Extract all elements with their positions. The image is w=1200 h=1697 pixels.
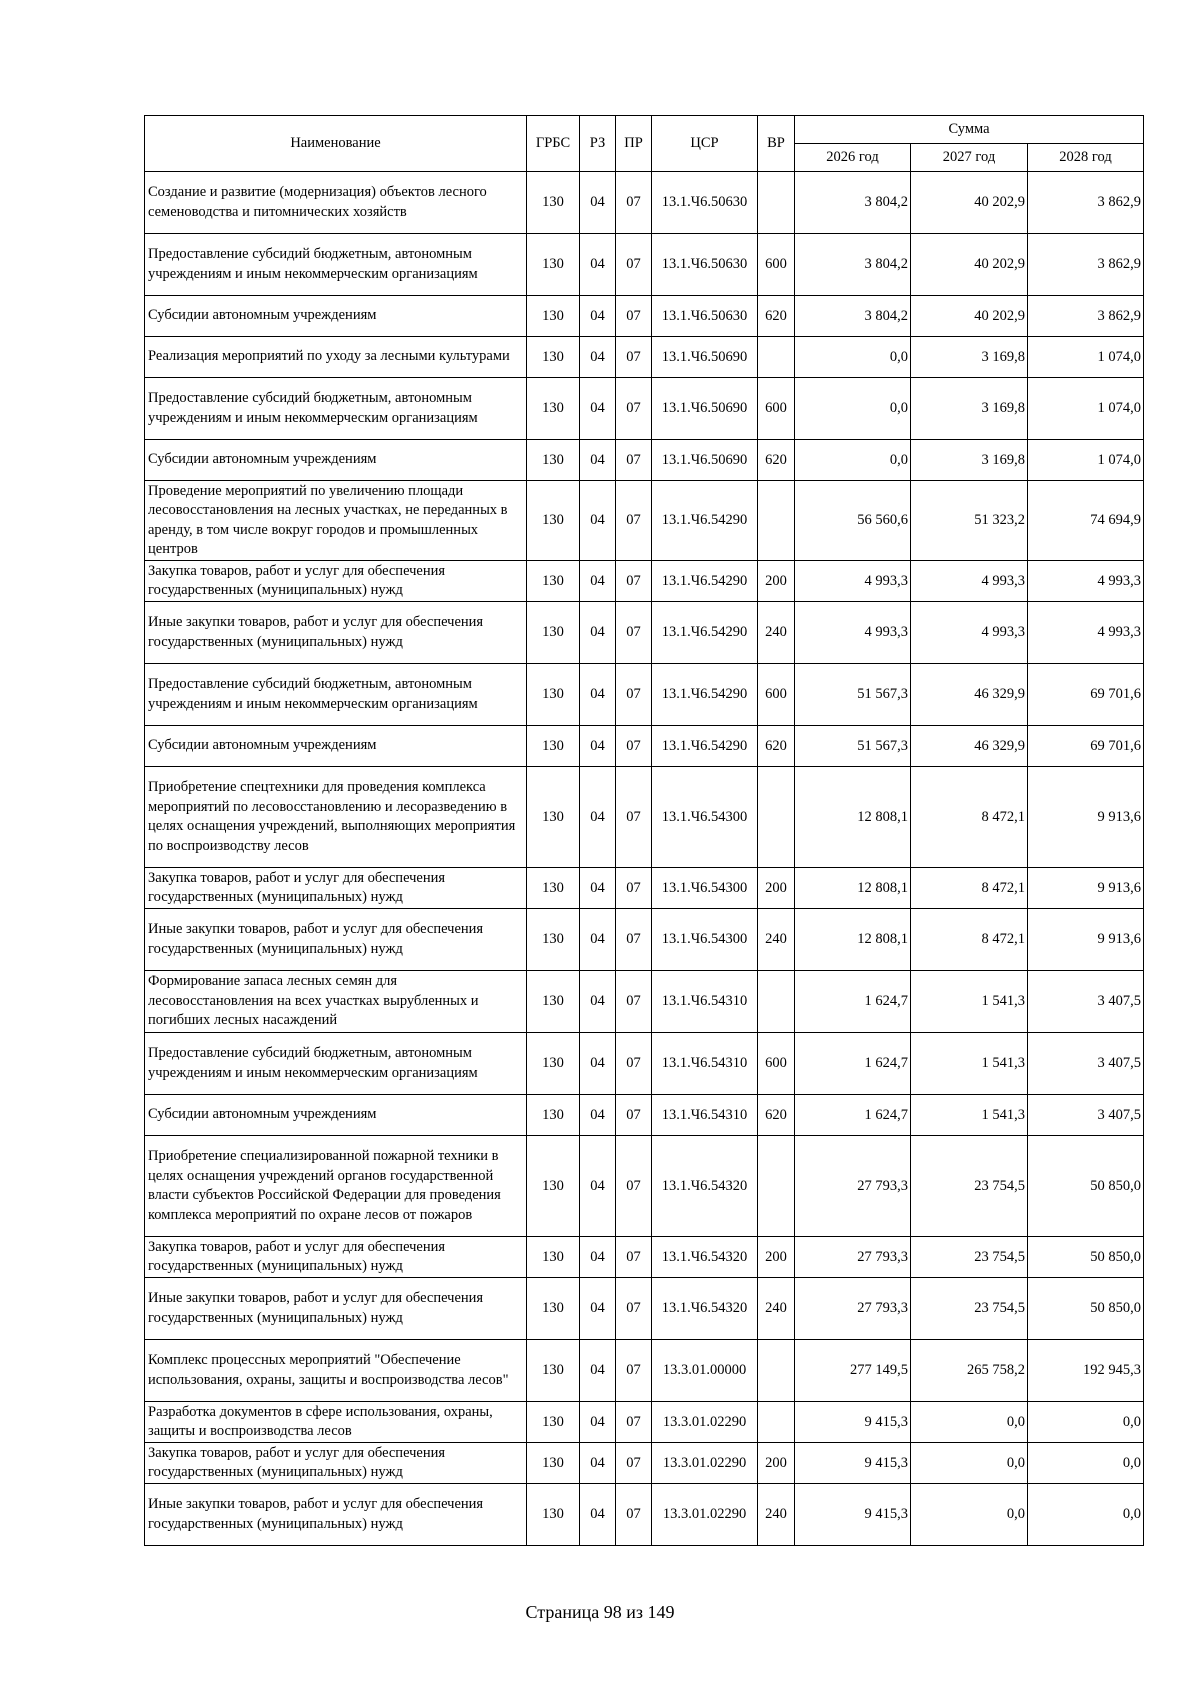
row-pr: 07 xyxy=(616,726,652,767)
table-row xyxy=(145,1443,1144,1484)
row-sum-2027: 3 169,8 xyxy=(911,378,1028,440)
row-grbs: 130 xyxy=(527,1136,580,1237)
row-sum-2028: 1 074,0 xyxy=(1028,440,1144,481)
table-row xyxy=(145,561,1144,602)
row-grbs: 130 xyxy=(527,1443,580,1484)
row-vr: 600 xyxy=(758,378,795,440)
header-csr: ЦСР xyxy=(652,116,758,172)
row-sum-2026: 3 804,2 xyxy=(795,296,911,337)
row-sum-2027: 8 472,1 xyxy=(911,868,1028,909)
row-grbs: 130 xyxy=(527,1340,580,1402)
row-sum-2026: 4 993,3 xyxy=(795,561,911,602)
row-vr: 240 xyxy=(758,602,795,664)
row-rz: 04 xyxy=(580,1033,616,1095)
row-sum-2026: 9 415,3 xyxy=(795,1402,911,1443)
table-row xyxy=(145,868,1144,909)
row-pr: 07 xyxy=(616,172,652,234)
row-pr: 07 xyxy=(616,767,652,868)
row-grbs: 130 xyxy=(527,296,580,337)
row-vr: 240 xyxy=(758,1484,795,1546)
row-name: Предоставление субсидий бюджетным, автономным учреждениям и иным некоммерческим организациям xyxy=(145,378,527,440)
row-pr: 07 xyxy=(616,378,652,440)
row-sum-2028: 50 850,0 xyxy=(1028,1278,1144,1340)
row-sum-2027: 265 758,2 xyxy=(911,1340,1028,1402)
row-rz: 04 xyxy=(580,378,616,440)
row-sum-2027: 4 993,3 xyxy=(911,561,1028,602)
row-sum-2028: 74 694,9 xyxy=(1028,481,1144,561)
row-name: Предоставление субсидий бюджетным, автономным учреждениям и иным некоммерческим организациям xyxy=(145,664,527,726)
row-rz: 04 xyxy=(580,481,616,561)
table-row xyxy=(145,481,1144,561)
table-row xyxy=(145,378,1144,440)
header-sum: Сумма xyxy=(795,116,1144,144)
row-vr: 600 xyxy=(758,1033,795,1095)
row-sum-2027: 0,0 xyxy=(911,1484,1028,1546)
row-csr: 13.1.Ч6.54290 xyxy=(652,602,758,664)
row-sum-2027: 51 323,2 xyxy=(911,481,1028,561)
table-row xyxy=(145,767,1144,868)
row-sum-2026: 27 793,3 xyxy=(795,1237,911,1278)
row-vr xyxy=(758,481,795,561)
row-sum-2027: 40 202,9 xyxy=(911,234,1028,296)
table-row xyxy=(145,337,1144,378)
row-grbs: 130 xyxy=(527,1237,580,1278)
table-row xyxy=(145,440,1144,481)
row-csr: 13.1.Ч6.54290 xyxy=(652,561,758,602)
table-row xyxy=(145,1340,1144,1402)
row-sum-2026: 51 567,3 xyxy=(795,664,911,726)
row-vr xyxy=(758,172,795,234)
row-rz: 04 xyxy=(580,440,616,481)
row-vr: 620 xyxy=(758,1095,795,1136)
row-rz: 04 xyxy=(580,1484,616,1546)
row-rz: 04 xyxy=(580,1278,616,1340)
row-sum-2026: 51 567,3 xyxy=(795,726,911,767)
row-pr: 07 xyxy=(616,868,652,909)
row-rz: 04 xyxy=(580,234,616,296)
row-name: Закупка товаров, работ и услуг для обеспечения государственных (муниципальных) нужд xyxy=(145,868,527,909)
row-rz: 04 xyxy=(580,1136,616,1237)
row-sum-2026: 1 624,7 xyxy=(795,971,911,1033)
row-name: Приобретение спецтехники для проведения комплекса мероприятий по лесовосстановлению и лесоразведению в целях оснащения учреждений, выполняющих мероприятия по воспроизводству лесов xyxy=(145,767,527,868)
header-2028: 2028 год xyxy=(1028,144,1144,172)
row-pr: 07 xyxy=(616,971,652,1033)
row-csr: 13.1.Ч6.54300 xyxy=(652,909,758,971)
row-name: Иные закупки товаров, работ и услуг для обеспечения государственных (муниципальных) нужд xyxy=(145,1278,527,1340)
row-csr: 13.1.Ч6.54310 xyxy=(652,1033,758,1095)
row-name: Субсидии автономным учреждениям xyxy=(145,726,527,767)
header-rz: РЗ xyxy=(580,116,616,172)
row-grbs: 130 xyxy=(527,602,580,664)
row-pr: 07 xyxy=(616,481,652,561)
row-grbs: 130 xyxy=(527,1484,580,1546)
row-sum-2026: 56 560,6 xyxy=(795,481,911,561)
row-sum-2026: 27 793,3 xyxy=(795,1278,911,1340)
row-vr xyxy=(758,767,795,868)
row-name: Создание и развитие (модернизация) объектов лесного семеноводства и питомнических хозяйств xyxy=(145,172,527,234)
header-pr: ПР xyxy=(616,116,652,172)
row-rz: 04 xyxy=(580,172,616,234)
row-sum-2028: 50 850,0 xyxy=(1028,1136,1144,1237)
row-rz: 04 xyxy=(580,767,616,868)
table-row xyxy=(145,1278,1144,1340)
row-pr: 07 xyxy=(616,296,652,337)
row-vr: 200 xyxy=(758,561,795,602)
row-grbs: 130 xyxy=(527,481,580,561)
row-name: Предоставление субсидий бюджетным, автономным учреждениям и иным некоммерческим организациям xyxy=(145,234,527,296)
table-row xyxy=(145,1484,1144,1546)
row-sum-2026: 0,0 xyxy=(795,337,911,378)
row-rz: 04 xyxy=(580,1402,616,1443)
row-rz: 04 xyxy=(580,909,616,971)
row-sum-2028: 3 407,5 xyxy=(1028,1033,1144,1095)
budget-table xyxy=(144,115,1144,1546)
row-grbs: 130 xyxy=(527,1095,580,1136)
row-name: Предоставление субсидий бюджетным, автономным учреждениям и иным некоммерческим организациям xyxy=(145,1033,527,1095)
row-sum-2026: 3 804,2 xyxy=(795,234,911,296)
row-pr: 07 xyxy=(616,909,652,971)
row-csr: 13.1.Ч6.50630 xyxy=(652,296,758,337)
row-rz: 04 xyxy=(580,561,616,602)
row-sum-2026: 3 804,2 xyxy=(795,172,911,234)
row-name: Разработка документов в сфере использования, охраны, защиты и воспроизводства лесов xyxy=(145,1402,527,1443)
row-vr: 620 xyxy=(758,726,795,767)
row-grbs: 130 xyxy=(527,378,580,440)
row-pr: 07 xyxy=(616,1033,652,1095)
row-sum-2026: 0,0 xyxy=(795,378,911,440)
row-grbs: 130 xyxy=(527,1278,580,1340)
row-name: Комплекс процессных мероприятий "Обеспечение использования, охраны, защиты и воспроизводства лесов" xyxy=(145,1340,527,1402)
table-row xyxy=(145,1237,1144,1278)
row-sum-2028: 69 701,6 xyxy=(1028,664,1144,726)
row-pr: 07 xyxy=(616,664,652,726)
row-csr: 13.1.Ч6.54300 xyxy=(652,767,758,868)
row-csr: 13.1.Ч6.54320 xyxy=(652,1278,758,1340)
row-sum-2026: 12 808,1 xyxy=(795,767,911,868)
row-vr: 240 xyxy=(758,909,795,971)
row-vr: 600 xyxy=(758,664,795,726)
row-sum-2027: 23 754,5 xyxy=(911,1278,1028,1340)
row-sum-2027: 46 329,9 xyxy=(911,664,1028,726)
row-vr: 240 xyxy=(758,1278,795,1340)
row-pr: 07 xyxy=(616,440,652,481)
row-sum-2027: 46 329,9 xyxy=(911,726,1028,767)
table-row xyxy=(145,1136,1144,1237)
header-vr: ВР xyxy=(758,116,795,172)
row-grbs: 130 xyxy=(527,440,580,481)
row-sum-2028: 4 993,3 xyxy=(1028,561,1144,602)
row-sum-2026: 27 793,3 xyxy=(795,1136,911,1237)
row-name: Закупка товаров, работ и услуг для обеспечения государственных (муниципальных) нужд xyxy=(145,1443,527,1484)
row-name: Субсидии автономным учреждениям xyxy=(145,1095,527,1136)
row-sum-2028: 3 407,5 xyxy=(1028,1095,1144,1136)
row-grbs: 130 xyxy=(527,971,580,1033)
row-sum-2027: 8 472,1 xyxy=(911,909,1028,971)
row-sum-2027: 0,0 xyxy=(911,1443,1028,1484)
row-vr: 620 xyxy=(758,440,795,481)
row-sum-2028: 9 913,6 xyxy=(1028,909,1144,971)
row-grbs: 130 xyxy=(527,561,580,602)
row-rz: 04 xyxy=(580,726,616,767)
row-grbs: 130 xyxy=(527,172,580,234)
row-sum-2028: 192 945,3 xyxy=(1028,1340,1144,1402)
row-rz: 04 xyxy=(580,1340,616,1402)
table-row xyxy=(145,726,1144,767)
table-row xyxy=(145,1402,1144,1443)
row-sum-2028: 0,0 xyxy=(1028,1443,1144,1484)
row-rz: 04 xyxy=(580,1443,616,1484)
row-csr: 13.1.Ч6.50630 xyxy=(652,234,758,296)
row-pr: 07 xyxy=(616,1484,652,1546)
table-row xyxy=(145,1033,1144,1095)
row-pr: 07 xyxy=(616,1237,652,1278)
row-sum-2027: 23 754,5 xyxy=(911,1237,1028,1278)
row-pr: 07 xyxy=(616,1340,652,1402)
row-name: Реализация мероприятий по уходу за лесными культурами xyxy=(145,337,527,378)
row-grbs: 130 xyxy=(527,726,580,767)
row-sum-2027: 8 472,1 xyxy=(911,767,1028,868)
row-vr: 200 xyxy=(758,1237,795,1278)
row-rz: 04 xyxy=(580,971,616,1033)
budget-table-container xyxy=(144,115,1143,1546)
row-pr: 07 xyxy=(616,337,652,378)
row-vr xyxy=(758,1402,795,1443)
row-csr: 13.3.01.02290 xyxy=(652,1484,758,1546)
row-sum-2027: 1 541,3 xyxy=(911,1033,1028,1095)
row-csr: 13.1.Ч6.54290 xyxy=(652,726,758,767)
row-rz: 04 xyxy=(580,664,616,726)
row-grbs: 130 xyxy=(527,234,580,296)
row-grbs: 130 xyxy=(527,767,580,868)
row-grbs: 130 xyxy=(527,664,580,726)
row-sum-2027: 4 993,3 xyxy=(911,602,1028,664)
row-name: Формирование запаса лесных семян для лесовосстановления на всех участках вырубленных и погибших лесных насаждений xyxy=(145,971,527,1033)
row-csr: 13.1.Ч6.50690 xyxy=(652,440,758,481)
table-row xyxy=(145,234,1144,296)
row-pr: 07 xyxy=(616,1278,652,1340)
row-rz: 04 xyxy=(580,1237,616,1278)
row-sum-2028: 4 993,3 xyxy=(1028,602,1144,664)
row-sum-2027: 40 202,9 xyxy=(911,296,1028,337)
row-sum-2028: 3 407,5 xyxy=(1028,971,1144,1033)
row-vr xyxy=(758,1340,795,1402)
row-name: Иные закупки товаров, работ и услуг для обеспечения государственных (муниципальных) нужд xyxy=(145,602,527,664)
table-row xyxy=(145,602,1144,664)
row-csr: 13.1.Ч6.54290 xyxy=(652,664,758,726)
header-2026: 2026 год xyxy=(795,144,911,172)
row-vr xyxy=(758,337,795,378)
row-sum-2028: 69 701,6 xyxy=(1028,726,1144,767)
row-sum-2027: 3 169,8 xyxy=(911,337,1028,378)
row-name: Закупка товаров, работ и услуг для обеспечения государственных (муниципальных) нужд xyxy=(145,1237,527,1278)
row-pr: 07 xyxy=(616,234,652,296)
row-pr: 07 xyxy=(616,561,652,602)
row-csr: 13.3.01.02290 xyxy=(652,1443,758,1484)
header-name: Наименование xyxy=(145,116,527,172)
row-grbs: 130 xyxy=(527,909,580,971)
header-2027: 2027 год xyxy=(911,144,1028,172)
table-row xyxy=(145,296,1144,337)
row-sum-2027: 1 541,3 xyxy=(911,971,1028,1033)
row-csr: 13.3.01.00000 xyxy=(652,1340,758,1402)
row-csr: 13.1.Ч6.50630 xyxy=(652,172,758,234)
row-csr: 13.1.Ч6.54310 xyxy=(652,1095,758,1136)
row-sum-2027: 3 169,8 xyxy=(911,440,1028,481)
row-sum-2028: 0,0 xyxy=(1028,1402,1144,1443)
table-row xyxy=(145,971,1144,1033)
row-sum-2028: 1 074,0 xyxy=(1028,337,1144,378)
row-name: Субсидии автономным учреждениям xyxy=(145,296,527,337)
row-grbs: 130 xyxy=(527,868,580,909)
row-pr: 07 xyxy=(616,1443,652,1484)
row-name: Субсидии автономным учреждениям xyxy=(145,440,527,481)
row-csr: 13.3.01.02290 xyxy=(652,1402,758,1443)
row-name: Иные закупки товаров, работ и услуг для обеспечения государственных (муниципальных) нужд xyxy=(145,1484,527,1546)
row-sum-2026: 9 415,3 xyxy=(795,1443,911,1484)
row-pr: 07 xyxy=(616,1136,652,1237)
row-sum-2028: 9 913,6 xyxy=(1028,767,1144,868)
row-rz: 04 xyxy=(580,1095,616,1136)
row-rz: 04 xyxy=(580,296,616,337)
row-sum-2028: 1 074,0 xyxy=(1028,378,1144,440)
row-sum-2026: 277 149,5 xyxy=(795,1340,911,1402)
row-vr xyxy=(758,971,795,1033)
table-body xyxy=(145,172,1144,1546)
row-pr: 07 xyxy=(616,1402,652,1443)
row-rz: 04 xyxy=(580,868,616,909)
row-csr: 13.1.Ч6.54300 xyxy=(652,868,758,909)
row-vr: 620 xyxy=(758,296,795,337)
page-number: Страница 98 из 149 xyxy=(525,1602,675,1622)
row-csr: 13.1.Ч6.50690 xyxy=(652,378,758,440)
row-sum-2028: 0,0 xyxy=(1028,1484,1144,1546)
row-pr: 07 xyxy=(616,602,652,664)
row-sum-2027: 40 202,9 xyxy=(911,172,1028,234)
row-vr: 200 xyxy=(758,868,795,909)
row-grbs: 130 xyxy=(527,1033,580,1095)
row-sum-2028: 50 850,0 xyxy=(1028,1237,1144,1278)
row-name: Иные закупки товаров, работ и услуг для обеспечения государственных (муниципальных) нужд xyxy=(145,909,527,971)
row-sum-2026: 0,0 xyxy=(795,440,911,481)
row-csr: 13.1.Ч6.54320 xyxy=(652,1136,758,1237)
header-grbs: ГРБС xyxy=(527,116,580,172)
row-csr: 13.1.Ч6.50690 xyxy=(652,337,758,378)
row-vr xyxy=(758,1136,795,1237)
row-sum-2027: 23 754,5 xyxy=(911,1136,1028,1237)
row-pr: 07 xyxy=(616,1095,652,1136)
row-csr: 13.1.Ч6.54290 xyxy=(652,481,758,561)
row-sum-2028: 3 862,9 xyxy=(1028,172,1144,234)
row-sum-2026: 1 624,7 xyxy=(795,1095,911,1136)
row-sum-2027: 0,0 xyxy=(911,1402,1028,1443)
row-sum-2028: 9 913,6 xyxy=(1028,868,1144,909)
header-row-top xyxy=(145,116,1144,144)
row-rz: 04 xyxy=(580,602,616,664)
row-sum-2027: 1 541,3 xyxy=(911,1095,1028,1136)
table-row xyxy=(145,172,1144,234)
row-sum-2026: 12 808,1 xyxy=(795,868,911,909)
table-row xyxy=(145,909,1144,971)
table-row xyxy=(145,1095,1144,1136)
row-sum-2028: 3 862,9 xyxy=(1028,296,1144,337)
row-name: Приобретение специализированной пожарной техники в целях оснащения учреждений органов государственной власти субъектов Российской Федерации для проведения комплекса мероприятий по охране лесов от пожаров xyxy=(145,1136,527,1237)
row-sum-2026: 12 808,1 xyxy=(795,909,911,971)
row-rz: 04 xyxy=(580,337,616,378)
row-sum-2028: 3 862,9 xyxy=(1028,234,1144,296)
row-vr: 200 xyxy=(758,1443,795,1484)
row-sum-2026: 9 415,3 xyxy=(795,1484,911,1546)
row-name: Проведение мероприятий по увеличению площади лесовосстановления на лесных участках, не переданных в аренду, в том числе вокруг городов и промышленных центров xyxy=(145,481,527,561)
row-sum-2026: 4 993,3 xyxy=(795,602,911,664)
row-csr: 13.1.Ч6.54320 xyxy=(652,1237,758,1278)
table-row xyxy=(145,664,1144,726)
row-grbs: 130 xyxy=(527,1402,580,1443)
row-grbs: 130 xyxy=(527,337,580,378)
row-csr: 13.1.Ч6.54310 xyxy=(652,971,758,1033)
row-name: Закупка товаров, работ и услуг для обеспечения государственных (муниципальных) нужд xyxy=(145,561,527,602)
row-sum-2026: 1 624,7 xyxy=(795,1033,911,1095)
row-vr: 600 xyxy=(758,234,795,296)
